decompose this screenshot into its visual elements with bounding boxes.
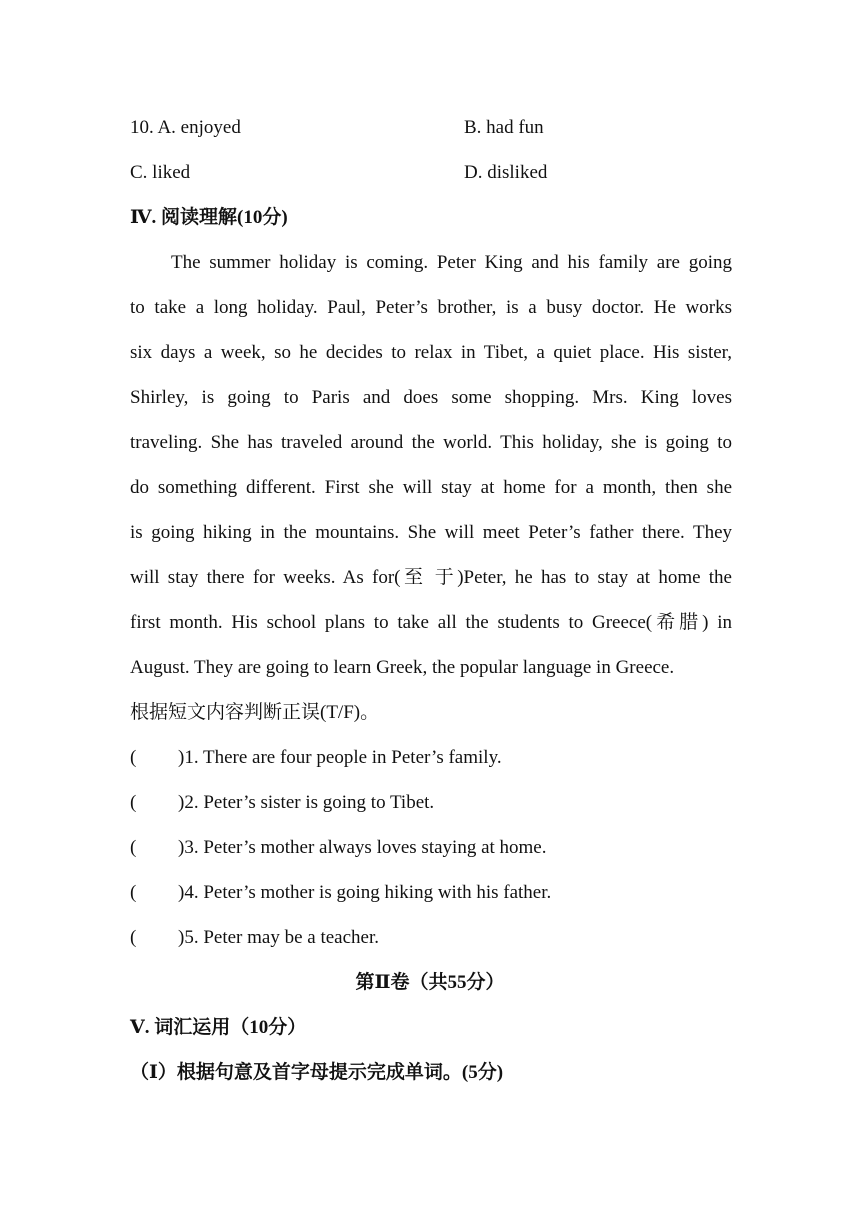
- tf-item-5: )5. Peter may be a teacher.: [178, 927, 379, 948]
- passage-line: Shirley, is going to Paris and does some shopping. Mrs. King loves: [130, 387, 732, 408]
- passage-line: August. They are going to learn Greek, the popular language in Greece.: [130, 657, 675, 678]
- passage-line: first month. His school plans to take all the students to Greece(希腊) in: [130, 612, 732, 633]
- answer-blank-open-paren: (: [130, 747, 137, 768]
- section-4-heading: Ⅳ. 阅读理解(10分): [130, 207, 288, 228]
- section-5-sub-heading: （Ⅰ）根据句意及首字母提示完成单词。(5分): [130, 1062, 504, 1083]
- question-10-option-c: C. liked: [130, 162, 191, 183]
- answer-blank-open-paren: (: [130, 837, 137, 858]
- passage-line: to take a long holiday. Paul, Peter’s brother, is a busy doctor. He works: [130, 297, 732, 318]
- tf-item-3: )3. Peter’s mother always loves staying at home.: [178, 837, 547, 858]
- question-10-option-d: D. disliked: [464, 162, 548, 183]
- tf-item-4: )4. Peter’s mother is going hiking with his father.: [178, 882, 552, 903]
- answer-blank-open-paren: (: [130, 927, 137, 948]
- section-5-heading: Ⅴ. 词汇运用（10分）: [130, 1017, 307, 1038]
- answer-blank-open-paren: (: [130, 792, 137, 813]
- tf-item-2: )2. Peter’s sister is going to Tibet.: [178, 792, 435, 813]
- passage-line: is going hiking in the mountains. She will meet Peter’s father there. They: [130, 522, 732, 543]
- answer-blank-open-paren: (: [130, 882, 137, 903]
- question-10-option-b: B. had fun: [464, 117, 544, 138]
- passage-line: will stay there for weeks. As for(至 于)Peter, he has to stay at home the: [130, 567, 732, 588]
- tf-instruction: 根据短文内容判断正误(T/F)。: [130, 702, 380, 723]
- question-10-option-a: 10. A. enjoyed: [130, 117, 241, 138]
- part-2-title: 第Ⅱ卷（共55分）: [355, 972, 505, 993]
- passage-line: do something different. First she will stay at home for a month, then she: [130, 477, 732, 498]
- passage-line: traveling. She has traveled around the world. This holiday, she is going to: [130, 432, 732, 453]
- passage-line: six days a week, so he decides to relax in Tibet, a quiet place. His sister,: [130, 342, 732, 363]
- tf-item-1: )1. There are four people in Peter’s family.: [178, 747, 502, 768]
- passage-line: The summer holiday is coming. Peter King and his family are going: [171, 252, 732, 273]
